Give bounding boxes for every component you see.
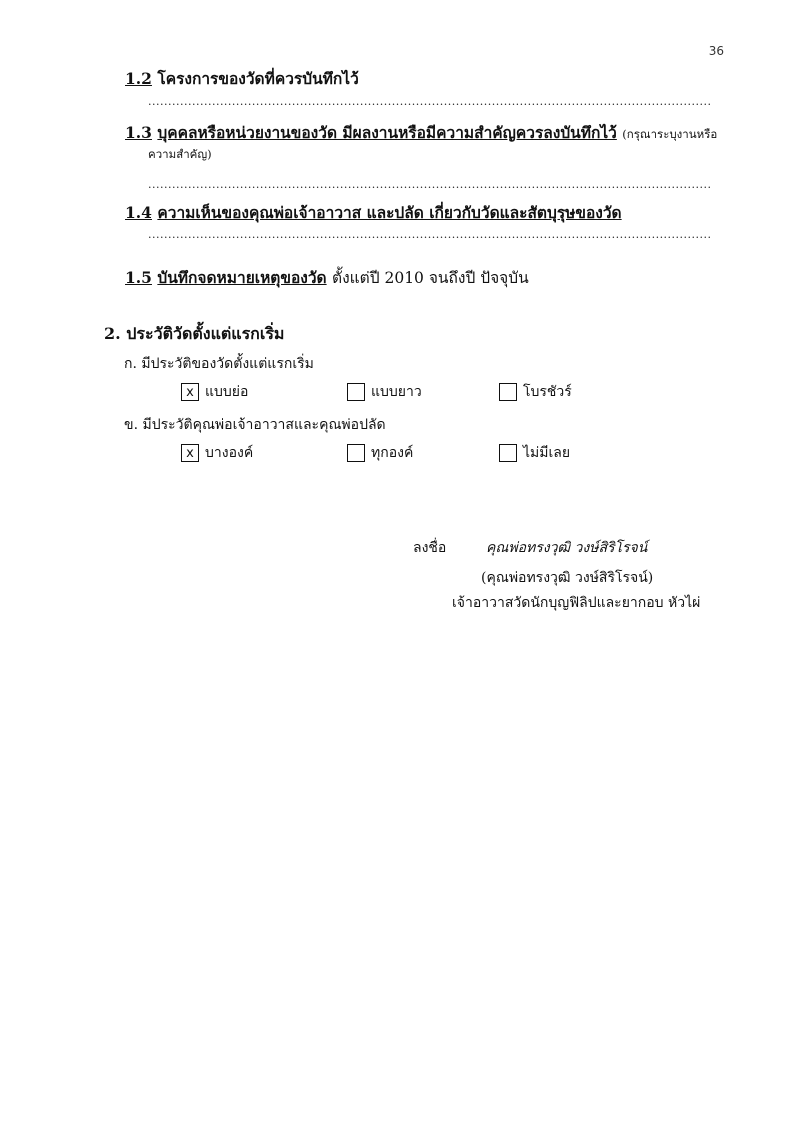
printed-name: (คุณพ่อทรงวุฒิ วงษ์สิริโรจน์)	[481, 570, 654, 586]
section-1-2-heading	[125, 66, 359, 91]
option-none[interactable]	[499, 442, 570, 464]
option-label: บางองค์	[205, 445, 254, 461]
option-label: โบรชัวร์	[523, 384, 572, 400]
section-note: (กรุณาระบุงานหรือ	[622, 127, 718, 141]
signature-name: คุณพ่อทรงวุฒิ วงษ์สิริโรจน์	[486, 540, 648, 556]
section-title: โครงการของวัดที่ควรบันทึกไว้	[157, 69, 359, 88]
section-title: บุคคลหรือหน่วยงานของวัด มีผลงานหรือมีความสำคัญควรลงบันทึกไว้	[157, 123, 617, 142]
checkbox[interactable]: x	[181, 444, 199, 462]
section-1-5-heading	[125, 265, 529, 290]
option-brochure[interactable]	[499, 381, 572, 403]
checkbox[interactable]	[347, 383, 365, 401]
option-label: แบบย่อ	[205, 384, 249, 400]
section-1-4-heading	[125, 200, 622, 225]
section-number: 1.5	[125, 268, 152, 287]
signer-position: เจ้าอาวาสวัดนักบุญฟิลิปและยากอบ หัวไผ่	[452, 595, 701, 611]
checkbox[interactable]: x	[181, 383, 199, 401]
checkbox[interactable]	[499, 444, 517, 462]
checkbox[interactable]	[347, 444, 365, 462]
section-title: บันทึกจดหมายเหตุของวัด	[157, 268, 327, 287]
page-number: 36	[708, 44, 724, 58]
section-2-heading: 2. ประวัติวัดตั้งแต่แรกเริ่ม	[104, 324, 285, 343]
section-number: 1.4	[125, 203, 152, 222]
section-1-3-heading	[125, 120, 717, 145]
section-number: 1.2	[125, 69, 152, 88]
dotted-line: .............................................................................................................................................	[148, 95, 712, 108]
option-label: ทุกองค์	[371, 445, 414, 461]
option-long[interactable]	[347, 381, 422, 403]
option-all[interactable]	[347, 442, 413, 464]
item-b-label: ข. มีประวัติคุณพ่อเจ้าอาวาสและคุณพ่อปลัด	[124, 417, 386, 433]
checkbox[interactable]	[499, 383, 517, 401]
option-label: ไม่มีเลย	[523, 445, 571, 461]
option-short[interactable]	[181, 381, 248, 403]
option-label: แบบยาว	[371, 384, 422, 400]
item-a-label: ก. มีประวัติของวัดตั้งแต่แรกเริ่ม	[124, 356, 314, 372]
dotted-line: .............................................................................................................................................	[148, 178, 712, 191]
section-range: ตั้งแต่ปี 2010 จนถึงปี ปัจจุบัน	[332, 269, 529, 287]
signature-label: ลงชื่อ	[413, 540, 447, 556]
section-title: ความเห็นของคุณพ่อเจ้าอาวาส และปลัด เกี่ยวกับวัดและสัตบุรุษของวัด	[157, 203, 622, 222]
option-some[interactable]	[181, 442, 253, 464]
dotted-line: .............................................................................................................................................	[148, 228, 712, 241]
section-number: 1.3	[125, 123, 152, 142]
section-note-continued: ความสำคัญ)	[148, 147, 212, 161]
